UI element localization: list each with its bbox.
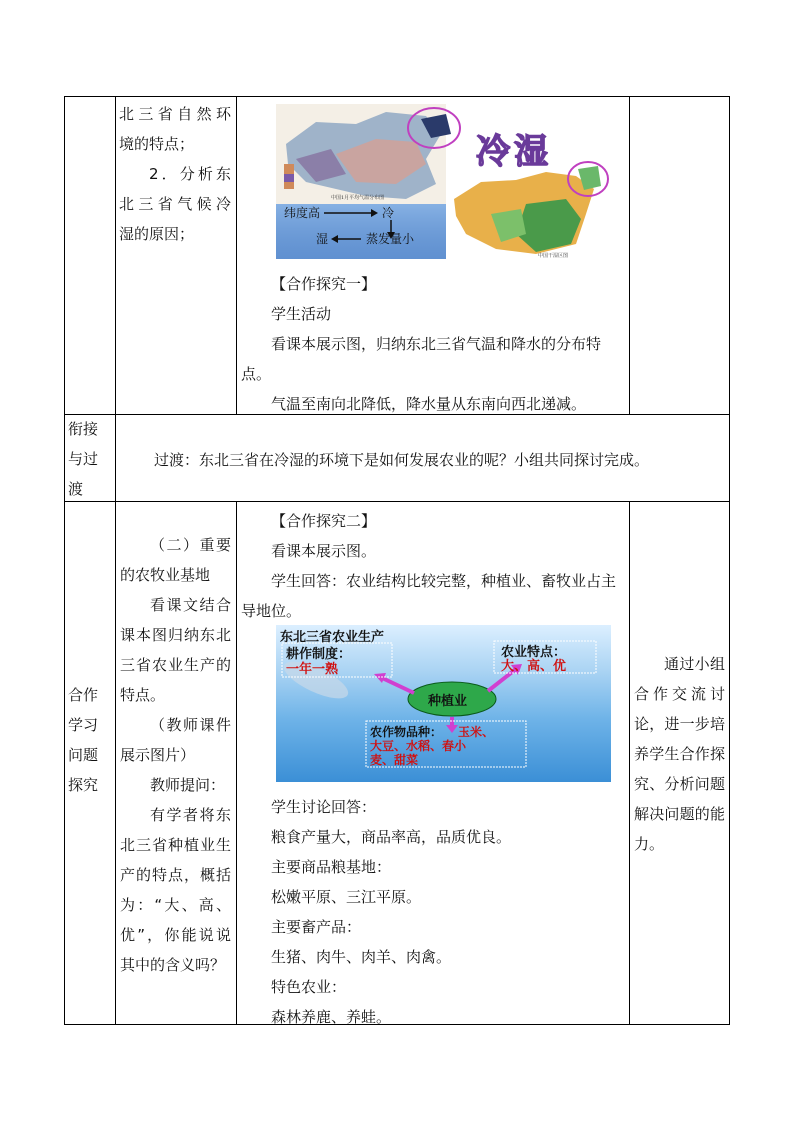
design-intent-text: 通过小组合作交流讨论，进一步培养学生合作探究、分析问题解决问题的能力。 xyxy=(634,655,725,853)
crops-value-2: 大豆、水稻、春小 xyxy=(370,739,467,753)
row3-discussion-top xyxy=(241,506,625,626)
arrow-label-wet: 湿 xyxy=(316,232,329,246)
objective-line: 湿的原因； xyxy=(119,225,195,243)
answer-line: 主要商品粮基地： xyxy=(271,858,392,876)
label-line: 衔接 xyxy=(68,420,99,438)
agri-feature-value: 大、高、优 xyxy=(501,659,567,674)
objective-line: 境的特点； xyxy=(119,135,195,153)
climate-maps-figure xyxy=(276,104,611,259)
label-line: 渡 xyxy=(68,480,84,498)
agri-feature-label: 农业特点： xyxy=(501,645,567,660)
arrow-label-evaporation: 蒸发量小 xyxy=(366,232,415,246)
answer-line: 森林养鹿、养蛙。 xyxy=(271,1008,392,1026)
table-border-left xyxy=(64,96,65,1025)
discussion-heading: 【合作探究二】 xyxy=(271,512,377,530)
answer-line: 粮食产量大，商品率高，品质优良。 xyxy=(271,828,512,846)
answer-line: 主要畜产品： xyxy=(271,918,362,936)
teacher-para: 有学者将东北三省种植业生产的特点，概括为：“大、高、优”，你能说说其中的含义吗？ xyxy=(120,806,231,974)
teacher-para: （二）重要的农牧业基地 xyxy=(120,536,231,584)
map2-caption: 中国干湿区图 xyxy=(538,253,569,259)
activity-text: 气温至南向北降低，降水量从东南向西北递减。 xyxy=(271,395,587,413)
teacher-para: （教师课件展示图片） xyxy=(120,716,231,764)
discussion-text: 学生回答：农业结构比较完整，种植业、畜牧业占主导地位。 xyxy=(241,572,617,620)
row-divider-2 xyxy=(64,501,730,502)
answer-line: 学生讨论回答： xyxy=(271,798,377,816)
objective-line: 北三省气候冷 xyxy=(119,195,231,213)
row2-label xyxy=(68,414,112,504)
crops-value-3: 麦、甜菜 xyxy=(370,753,419,767)
col-divider-2a xyxy=(236,96,237,414)
arrow-label-latitude: 纬度高 xyxy=(284,206,321,220)
crops-value-1: 玉米、 xyxy=(458,725,495,739)
activity-heading: 【合作探究一】 xyxy=(271,275,377,293)
label-line: 合作 xyxy=(68,686,99,704)
row1-objectives xyxy=(119,99,231,249)
activity-text: 看课本展示图，归纳东北三省气温和降水的分布特点。 xyxy=(241,335,602,383)
col-divider-1 xyxy=(115,96,116,1025)
row3-discussion-bottom xyxy=(241,792,625,1032)
label-line: 问题 xyxy=(68,746,99,764)
row3-design-intent xyxy=(634,649,725,859)
activity-text: 学生活动 xyxy=(271,305,332,323)
row1-activity xyxy=(241,269,625,419)
farming-system-value: 一年一熟 xyxy=(286,662,339,677)
row3-label xyxy=(68,680,112,800)
col-divider-2b xyxy=(236,501,237,1025)
label-line: 探究 xyxy=(68,776,99,794)
answer-line: 特色农业： xyxy=(271,978,347,996)
col-divider-3a xyxy=(629,96,630,414)
label-line: 与过 xyxy=(68,450,99,468)
row2-transition xyxy=(154,445,724,475)
answer-line: 松嫩平原、三江平原。 xyxy=(271,888,422,906)
answer-line: 生猪、肉牛、肉羊、肉禽。 xyxy=(271,948,452,966)
objective-line: 北三省自然环 xyxy=(119,105,231,123)
transition-text: 过渡：东北三省在冷湿的环境下是如何发展农业的呢？小组共同探讨完成。 xyxy=(154,451,650,469)
crops-label: 农作物品种： xyxy=(370,725,443,739)
big-label-cold-wet: 冷湿 xyxy=(476,132,552,172)
farming-system-label: 耕作制度： xyxy=(286,647,352,662)
lesson-plan-table xyxy=(64,96,730,1025)
teacher-para: 教师提问： xyxy=(150,776,226,794)
col-divider-3b xyxy=(629,501,630,1025)
planting-center: 种植业 xyxy=(428,694,468,709)
table-border-top xyxy=(64,96,730,97)
arrow-label-cold: 冷 xyxy=(382,206,395,220)
label-line: 学习 xyxy=(68,716,99,734)
discussion-text: 看课本展示图。 xyxy=(271,542,377,560)
row3-teacher-activity xyxy=(120,530,231,980)
objective-line: 2．分析东 xyxy=(149,165,231,183)
agriculture-figure xyxy=(276,625,611,782)
teacher-para: 看课文结合课本图归纳东北三省农业生产的特点。 xyxy=(120,596,231,704)
table-border-right xyxy=(729,96,730,1025)
map1-caption: 中国1月平均气温分布图 xyxy=(331,195,385,201)
agri-title: 东北三省农业生产 xyxy=(280,630,385,645)
